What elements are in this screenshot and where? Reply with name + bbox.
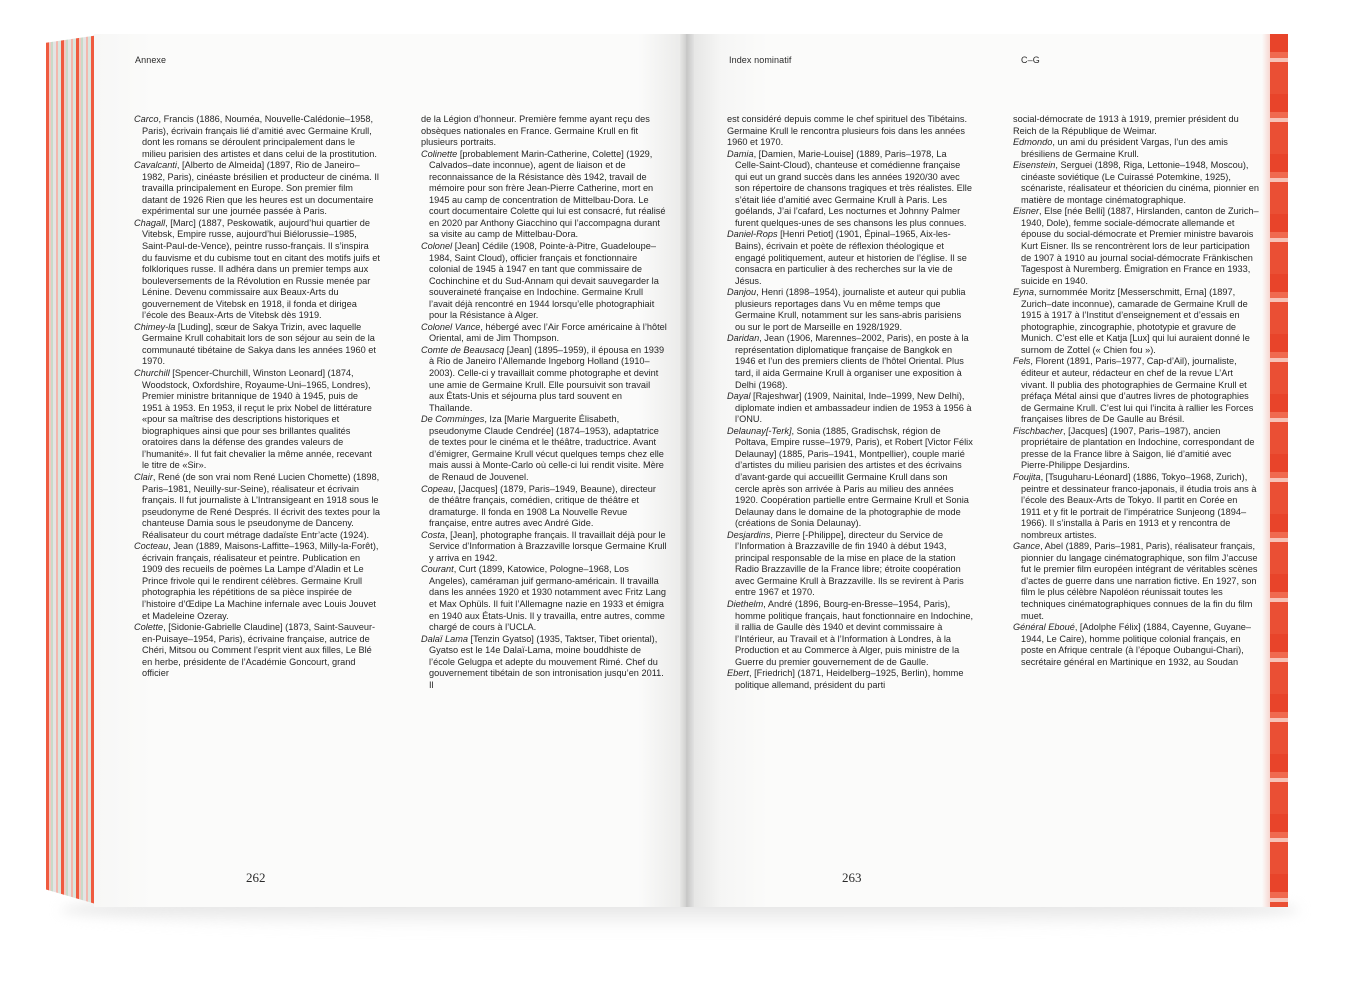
entry-text: , Serguei (1898, Riga, Lettonie–1948, Moscou), cinéaste soviétique (Le Cuirassé Potemkine, 1925), scénariste, réalisateur et théoricien du cinéma, pionnier en matière de montage cinématographique. <box>1021 160 1259 205</box>
entry-name: Eisenstein <box>1013 160 1056 171</box>
entry-name: Colonel Vance <box>421 321 481 332</box>
entry-name: Costa <box>421 529 446 540</box>
index-entry <box>134 160 380 218</box>
entry-text: , [Jacques] (1907, Paris–1987), ancien propriétaire de plantation en Indochine, correspondant de presse de la France libre à Saigon, lié d’amitié avec Pierre-Philippe Desjardins. <box>1021 425 1255 471</box>
entry-name: Carco <box>134 114 159 124</box>
index-entry <box>727 287 973 333</box>
index-entry <box>727 426 973 530</box>
entry-name: Delaunay[-Terk] <box>727 425 792 436</box>
entry-name: Colonel <box>421 241 453 252</box>
entry-text: , [Adolphe Félix] (1884, Cayenne, Guyane–1944, Le Caire), homme politique colonial français, en poste en Afrique centrale (à l’époque Oubangui-Chari), secrétaire général en Martinique en 1932, au Soudan <box>1021 622 1252 667</box>
index-entry <box>421 530 667 565</box>
entry-text: , Else [née Belli] (1887, Hirslanden, canton de Zurich–1940, Dole), femme sociale-démocrate allemande et épouse du social-démocrate et Premier ministre bavarois Kurt Eisner. Ils se rencontrèrent lors de leur participation de 1907 à 1910 au journal social-démocrate Fränkischen Tagespost à Nuremberg. Émigration en France en 1933, suicide en 1940. <box>1021 206 1259 286</box>
book-gutter <box>680 34 694 907</box>
index-entry <box>134 114 380 160</box>
entry-name: Danjou <box>727 287 757 298</box>
index-entry <box>1013 114 1259 137</box>
entry-text: [probablement Marin-Catherine, Colette] (1929, Calvados–date inconnue), agent de liaison et de reconnaissance de la Résistance dès 1942, travail de mémoire pour son frère Jean-Pierre Catherine, mort en 1945 au camp de concentration de Mittelbau-Dora. Le court documentaire Colette qui lui est consacré, fut réalisé en 2020 par Anthony Giacchino qui l’accompagna durant sa visite au camp de Mittelbau-Dora. <box>429 148 666 240</box>
entry-text: [Jean] Cédile (1908, Pointe-à-Pitre, Guadeloupe–1984, Saint Cloud), officier français et fonctionnaire colonial de 1945 à 1947 en tant que commissaire de Cochinchine et du Sud-Annam qui devait sauvegarder la souveraineté française en Indochine. Germaine Krull l’avait déjà rencontré en 1944 lorsqu’elle photographiait pour la Résistance à Alger. <box>429 241 659 321</box>
index-entry <box>421 414 667 483</box>
index-entry <box>1013 206 1259 287</box>
entry-text: [Tenzin Gyatso] (1935, Taktser, Tibet oriental), Gyatso est le 14e Dalaï-Lama, moine bouddhiste de l’école Gelugpa et adepte du mouvement Rimé. Chef du gouvernement tibétain de son intronisation jusqu’en 2011. Il <box>429 633 664 690</box>
index-entry <box>1013 137 1259 160</box>
left-column-1 <box>134 114 380 680</box>
entry-text: , Henri (1898–1954), journaliste et auteur qui publia plusieurs reportages dans Vu en même temps que Germaine Krull, notamment sur les sans-abris parisiens ou sur le port de Marseille en 1928/1929. <box>735 287 966 332</box>
entry-text: , René (de son vrai nom René Lucien Chomette) (1898, Paris–1981, Neuilly-sur-Seine), réalisateur et écrivain français. Il fut journaliste à L’Intransigeant en 1918 sous le pseudonyme de René Després. Il écrivit des textes pour la chanteuse Damia sous le pseudonyme de Danceny. Réalisateur du court métrage dadaïste Entr’acte (1924). <box>142 471 380 540</box>
index-entry <box>727 149 973 230</box>
index-entry <box>421 241 667 322</box>
index-entry <box>727 229 973 287</box>
entry-name: Chimey-la <box>134 321 176 332</box>
entry-text: de la Légion d’honneur. Première femme ayant reçu des obsèques nationales en France. Germaine Krull en fit plusieurs portraits. <box>421 114 650 148</box>
entry-name: Clair <box>134 471 153 482</box>
entry-name: Cavalcanti <box>134 160 177 171</box>
running-head-range: C–G <box>1021 55 1040 65</box>
entry-text: , Iza [Marie Marguerite Élisabeth, pseudonyme Claude Cendrée] (1874–1953), adaptatrice de textes pour le cinéma et le théâtre, traductrice. Avant d’émigrer, Germaine Krull vécut quelques temps chez elle mais aussi à Monte-Carlo où celle-ci lui rendit visite. Mère de Renaud de Jouvenel. <box>429 414 664 482</box>
entry-text: , hébergé avec l’Air Force américaine à l’hôtel Oriental, ami de Jim Thompson. <box>429 321 667 344</box>
entry-name: Damia <box>727 148 754 159</box>
index-entry <box>1013 472 1259 541</box>
right-column-2 <box>1013 114 1259 668</box>
index-entry <box>727 333 973 391</box>
entry-name: Foujita <box>1013 471 1041 482</box>
index-entry <box>421 484 667 530</box>
running-head-left: Annexe <box>135 55 167 65</box>
entry-text: , [Marc] (1887, Peskowatik, aujourd’hui quartier de Vitebsk, Empire russe, aujourd’hui Biélorussie–1985, Saint-Paul-de-Vence), peintre russo-français. Il s’inspira du fauvisme et du cubisme tout en citant des motifs juifs et folkloriques russe. Il adhéra dans un premier temps aux bouleversements de la Révolution en Russie menée par Lénine. Devenu commissaire aux Beaux-Arts du gouvernement de Vitebsk en 1918, il fonda et dirigea l’école des Beaux-Arts de Vitebsk dès 1919. <box>142 217 380 321</box>
index-entry <box>134 322 380 368</box>
entry-text: , [Friedrich] (1871, Heidelberg–1925, Berlin), homme politique allemand, président du parti <box>735 668 964 690</box>
entry-text: , Jean (1889, Maisons-Laffitte–1963, Milly-la-Forêt), écrivain français, réalisateur et peintre. Publication en 1909 des recueils de poèmes La Lampe d’Aladin et Le Prince frivole qui le rendirent célèbres. Germaine Krull photographia les répétitions de sa pièce inspirée de l’histoire d’Œdipe La Machine infernale avec Louis Jouvet et Madeleine Ozeray. <box>142 541 379 621</box>
entry-text: , André (1896, Bourg-en-Bresse–1954, Paris), homme politique français, haut fonctionnaire en Indochine, il rallia de Gaulle dès 1940 et devint commissaire à l’Intérieur, au Travail et à l’Information à Londres, à la Production et au Commerce à Alger, puis ministre de la Guerre du premier gouvernement de de Gaulle. <box>735 598 974 667</box>
entry-text: , [Jacques] (1879, Paris–1949, Beaune), directeur de théâtre français, comédien, critique de théâtre et dramaturge. Il fonda en 1908 La Nouvelle Revue française, entre autres avec André Gide. <box>429 483 656 529</box>
entry-text: [Luding], sœur de Sakya Trizin, avec laquelle Germaine Krull cohabitait lors de son séjour au sein de la communauté tibétaine de Sakya dans les années 1960 et 1970. <box>142 321 376 367</box>
index-entry <box>421 322 667 345</box>
entry-name: Diethelm <box>727 598 764 609</box>
index-entry <box>134 622 380 680</box>
running-head-right: Index nominatif <box>729 55 792 65</box>
entry-name: Eyna <box>1013 287 1034 298</box>
entry-text: , Curt (1899, Katowice, Pologne–1968, Los Angeles), caméraman juif germano-américain. Il travailla dans les années 1920 et 1930 notamment avec Fritz Lang et Max Ophüls. Il fuit l’Allemagne nazie en 1933 et émigra en 1940 aux États-Unis. Il y travailla, entre autres, comme chargé de cours à l’UCLA. <box>429 564 666 633</box>
index-entry <box>1013 622 1259 668</box>
index-entry <box>421 564 667 633</box>
entry-text: , Florent (1891, Paris–1977, Cap-d’Ail), journaliste, éditeur et auteur, rédacteur en chef de la revue L’Art vivant. Il publia des photographies de Germaine Krull et préfaça Métal ainsi que d’autres livres de photographies de Germaine Krull. C’est lui qui l’incita à rallier les Forces françaises libres de De Gaulle au Brésil. <box>1021 356 1254 425</box>
entry-name: Edmondo <box>1013 137 1053 148</box>
entry-name: Gance <box>1013 541 1041 552</box>
entry-name: Courant <box>421 564 454 575</box>
entry-name: Dayal <box>727 391 751 402</box>
entry-text: social-démocrate de 1913 à 1919, premier président du Reich de la République de Weimar. <box>1013 114 1239 136</box>
entry-text: [Rajeshwar] (1909, Nainital, Inde–1999, New Delhi), diplomate indien et ambassadeur indien de 1953 à 1956 à l’ONU. <box>735 391 972 425</box>
entry-name: Comte de Beausacq <box>421 344 505 355</box>
index-entry <box>727 530 973 599</box>
entry-name: Daniel-Rops <box>727 229 778 240</box>
index-entry <box>1013 426 1259 472</box>
right-column-1 <box>727 114 973 691</box>
entry-name: Fels <box>1013 356 1031 367</box>
entry-name: Dalaï Lama <box>421 633 468 644</box>
entry-name: Général Eboué <box>1013 622 1075 633</box>
entry-text: , [Tsuguharu-Léonard] (1886, Tokyo–1968, Zurich), peintre et dessinateur franco-japonais, il étudia trois ans à l’école des Beaux-Arts de Tokyo. Il partit en Corée en 1911 et y fit le portrait de l’impératrice Sunjeong (1894–1966). Il s’installa à Paris en 1913 et y rencontra de nombreux artistes. <box>1021 471 1257 540</box>
entry-text: , surnommée Moritz [Messerschmitt, Erna] (1897, Zurich–date inconnue), camarade de Germaine Krull de 1915 à 1917 à l’Institut d’enseignement et d’essais en photographie, zincographie, phototypie et gravure de Munich. C’est elle et Katja [Lux] qui lui auraient donné le surnom de Zottel (« Chien fou »). <box>1021 287 1250 355</box>
index-entry <box>134 472 380 541</box>
entry-text: , Pierre [-Philippe], directeur du Service de l’Information à Brazzaville de fin 1940 à début 1943, principal responsable de la mise en place de la station Radio Brazzaville de la France libre; étroite coopération avec Germaine Krull à Brazzaville. Ils se revirent à Paris entre 1967 et 1970. <box>735 529 964 598</box>
entry-name: Copeau <box>421 483 454 494</box>
entry-name: Churchill <box>134 368 170 379</box>
index-entry <box>134 218 380 322</box>
page-block-edge-right <box>1270 34 1288 907</box>
index-entry <box>421 634 667 692</box>
index-entry <box>727 114 973 149</box>
entry-text: , Francis (1886, Nouméa, Nouvelle-Calédonie–1958, Paris), écrivain français lié d’amitié avec Germaine Krull, dont les romans se déroulent principalement dans le milieu parisien des artistes et dans celui de la prostitution. <box>142 114 377 159</box>
index-entry <box>1013 287 1259 356</box>
entry-text: , Jean (1906, Marennes–2002, Paris), en poste à la représentation diplomatique française de Bangkok en 1946 et l’un des premiers clients de l’hôtel Oriental. Plus tard, il aida Germaine Krull à organiser une exposition à Delhi (1968). <box>735 333 969 390</box>
index-entry <box>1013 160 1259 206</box>
index-entry <box>727 391 973 426</box>
entry-name: Eisner <box>1013 206 1040 217</box>
index-entry <box>421 345 667 414</box>
entry-name: Colinette <box>421 148 458 159</box>
left-column-2 <box>421 114 667 691</box>
entry-text: est considéré depuis comme le chef spirituel des Tibétains. Germaine Krull le rencontra plusieurs fois dans les années 1960 et 1970. <box>727 114 968 148</box>
page-number-right: 263 <box>842 870 862 885</box>
entry-text: , [Alberto de Almeida] (1897, Rio de Janeiro–1982, Paris), cinéaste brésilien et producteur de cinéma. Il travailla principalement en Europe. Son premier film datant de 1926 Rien que les heures est un documentaire expérimental sur une journée passée à Paris. <box>142 160 379 217</box>
index-entry <box>134 368 380 472</box>
entry-text: , [Sidonie-Gabrielle Claudine] (1873, Saint-Sauveur-en-Puisaye–1954, Paris), écrivaine française, autrice de Chéri, Mitsou ou Comment l’esprit vient aux filles, Le Blé en herbe, présidente de l’Académie Goncourt, grand officier <box>142 622 376 679</box>
entry-text: [Henri Petiot] (1901, Épinal–1965, Aix-les-Bains), écrivain et poète de réflexion théologique et engagé politiquement, auteur et historien de l’église. Il se consacra en particulier à des recherches sur la vie de Jésus. <box>735 229 967 286</box>
entry-name: Daridan <box>727 333 760 344</box>
page-number-left: 262 <box>246 870 266 885</box>
entry-name: Cocteau <box>134 541 169 552</box>
entry-text: , un ami du président Vargas, l’un des amis brésiliens de Germaine Krull. <box>1021 137 1228 159</box>
entry-name: De Comminges <box>421 414 485 425</box>
index-entry <box>727 599 973 668</box>
entry-name: Ebert <box>727 668 749 679</box>
entry-text: [Spencer-Churchill, Winston Leonard] (1874, Woodstock, Oxfordshire, Royaume-Uni–1965, Londres), Premier ministre britannique de 1940 à 1945, puis de 1951 à 1953. En 1953, il reçut le prix Nobel de littérature «pour sa maîtrise des descriptions historiques et biographiques ainsi que pour ses brillantes qualités oratoires dans la défense des grandes valeurs de l’humanité». Il fut fait chevalier la même année, recevant le titre de «Sir». <box>142 368 372 471</box>
index-entry <box>727 668 973 691</box>
index-entry <box>421 114 667 149</box>
entry-name: Fischbacher <box>1013 425 1064 436</box>
entry-name: Chagall <box>134 217 166 228</box>
entry-text: , [Jean], photographe français. Il travaillait déjà pour le Service d’Information à Brazzaville lorsque Germaine Krull y arriva en 1942. <box>429 529 667 563</box>
index-entry <box>134 541 380 622</box>
entry-name: Desjardins <box>727 529 771 540</box>
index-entry <box>421 149 667 241</box>
index-entry <box>1013 541 1259 622</box>
entry-text: , Sonia (1885, Gradischsk, région de Poltava, Empire russe–1979, Paris), et Robert [Victor Félix Delaunay] (1885, Paris–1941, Montpellier), couple marié d’artistes du milieu parisien des artistes et des écrivains d’avant-garde qui accueillit Germaine Krull dans son cercle après son arrivée à Paris au milieu des années 1920. Coopération partielle entre Germaine Krull et Sonia Delaunay dans le domaine de la photographie de mode (créations de Sonia Delaunay). <box>735 425 973 529</box>
entry-name: Colette <box>134 622 164 633</box>
entry-text: [Jean] (1895–1959), il épousa en 1939 à Rio de Janeiro l’Allemande Ingeborg Holland (1910–2003). Celle-ci y travaillait comme photographe et devint une amie de Germaine Krull. Elle poursuivit son travail aux États-Unis et séjourna plus tard souvent en Thaïlande. <box>429 344 665 413</box>
entry-text: , [Damien, Marie-Louise] (1889, Paris–1978, La Celle-Saint-Cloud), chanteuse et comédienne française qui eut un grand succès dans les années 1920/30 avec son répertoire de chansons tragiques et très réalistes. Elle s’était liée d’amitié avec Germaine Krull à Paris. Les goélands, J’ai l’cafard, Les nocturnes et Johnny Palmer furent quelques-unes de ses chansons les plus connues. <box>735 148 972 228</box>
entry-text: , Abel (1889, Paris–1981, Paris), réalisateur français, pionnier du langage cinématographique, son film J’accuse fut le premier film européen intégrant de véritables scènes d’actes de guerre dans une narration fictive. En 1927, son film le plus célèbre Napoléon réunissait toutes les techniques cinématographiques connues de la fin du film muet. <box>1021 541 1258 621</box>
index-entry <box>1013 356 1259 425</box>
